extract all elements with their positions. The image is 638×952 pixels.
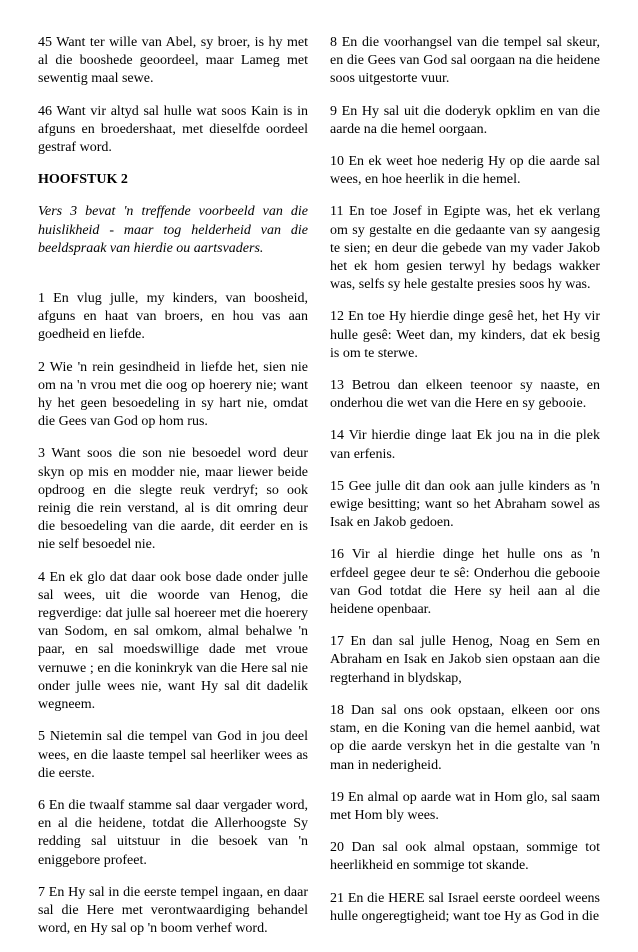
verse-12: 12 En toe Hy hierdie dinge gesê het, het Hy vir hulle gesê: Weet dan, my kinders, dat ek besig is om te sterwe.: [330, 309, 600, 361]
verse-8: 8 En die voorhangsel van die tempel sal skeur, en die Gees van God sal oorgaan na die heidene soos uitgestorte vuur.: [330, 35, 600, 87]
verse-1: 1 En vlug julle, my kinders, van boosheid, afguns en haat van broers, en hou vas aan goedheid en liefde.: [38, 291, 308, 343]
verse-19: 19 En almal op aarde wat in Hom glo, sal saam met Hom bly wees.: [330, 789, 600, 823]
verse-17: 17 En dan sal julle Henog, Noag en Sem en Abraham en Isak en Jakob sien opstaan aan die regterhand in blydskap,: [330, 634, 600, 686]
verse-20: 20 Dan sal ook almal opstaan, sommige tot heerlikheid en sommige tot skande.: [330, 840, 600, 874]
verse-6: 6 En die twaalf stamme sal daar vergader word, en al die heidene, totdat die Allerhoogste Sy redding sal uitstuur in die besoek van 'n eniggebore profeet.: [38, 797, 308, 868]
verse-10: 10 En ek weet hoe nederig Hy op die aarde sal wees, en hoe heerlik in die hemel.: [330, 154, 600, 188]
verse-45: 45 Want ter wille van Abel, sy broer, is hy met al die booshede geoordeel, maar Lameg met sewentig maal sewe.: [38, 35, 308, 87]
verse-9: 9 En Hy sal uit die doderyk opklim en van die aarde na die hemel oorgaan.: [330, 103, 600, 137]
verse-16: 16 Vir al hierdie dinge het hulle ons as 'n erfdeel gegee deur te sê: Onderhou die gebooie van God totdat die Here sy heil aan al die heidene openbaar.: [330, 547, 600, 618]
verse-11: 11 En toe Josef in Egipte was, het ek verlang om sy gestalte en die gedaante van sy aangesig te sien; en deur die gebede van my vader Jakob het ek hom gesien terwyl hy bedags wakker was, selfs sy hele gestalte presies soos hy was.: [330, 204, 600, 293]
verse-3: 3 Want soos die son nie besoedel word deur skyn op mis en modder nie, maar liewer beide opdroog en die slegte reuk verdryf; so ook reinig die rein verstand, al is dit omring deur die besoedeling van die aarde, dit eerder en is nie self besoedel nie.: [38, 446, 308, 553]
verse-14: 14 Vir hierdie dinge laat Ek jou na in die plek van erfenis.: [330, 428, 600, 462]
chapter-heading: HOOFSTUK 2: [38, 172, 128, 188]
verse-5: 5 Nietemin sal die tempel van God in jou deel wees, en die laaste tempel sal heerliker wees as die eerste.: [38, 729, 308, 781]
verse-21: 21 En die HERE sal Israel eerste oordeel weens hulle ongeregtigheid; want toe Hy as God in die: [330, 890, 600, 924]
verse-4: 4 En ek glo dat daar ook bose dade onder julle sal wees, uit die woorde van Henog, die regverdige: dat julle sal hoereer met die hoerery van Sodom, en sal omkom, almal behalwe 'n paar, en sal moedswillige dade met vroue vernuwe ; en die koninkryk van die Here sal nie onder julle wees nie, want Hy sal dit dadelik wegneem.: [38, 569, 308, 713]
verse-15: 15 Gee julle dit dan ook aan julle kinders as 'n ewige besitting; want so het Abraham sowel as Isak en Jakob gedoen.: [330, 478, 600, 531]
verse-2: 2 Wie 'n rein gesindheid in liefde het, sien nie om na 'n vrou met die oog op hoerery nie; want hy het geen besoedeling in sy hart nie, omdat die Gees van God op hom rus.: [38, 359, 308, 430]
verse-7: 7 En Hy sal in die eerste tempel ingaan, en daar sal die Here met verontwaardiging behandel word, en Hy sal op 'n boom verhef word.: [38, 884, 308, 937]
verse-13: 13 Betrou dan elkeen teenoor sy naaste, en onderhou die wet van die Here en sy gebooie.: [330, 378, 600, 412]
right-column: [330, 34, 600, 940]
verse-18: 18 Dan sal ons ook opstaan, elkeen oor ons stam, en die Koning van die hemel aanbid, wat op die aarde verskyn het in die gestalte van 'n man in nederigheid.: [330, 702, 600, 773]
left-column: [38, 34, 308, 952]
chapter-intro: Vers 3 bevat 'n treffende voorbeeld van die huislikheid - maar tog helderheid van die beeldspraak van hierdie ou aartsvaders.: [38, 204, 308, 256]
verse-46: 46 Want vir altyd sal hulle wat soos Kain is in afguns en broedershaat, met dieselfde oordeel gestraf word.: [38, 103, 308, 156]
